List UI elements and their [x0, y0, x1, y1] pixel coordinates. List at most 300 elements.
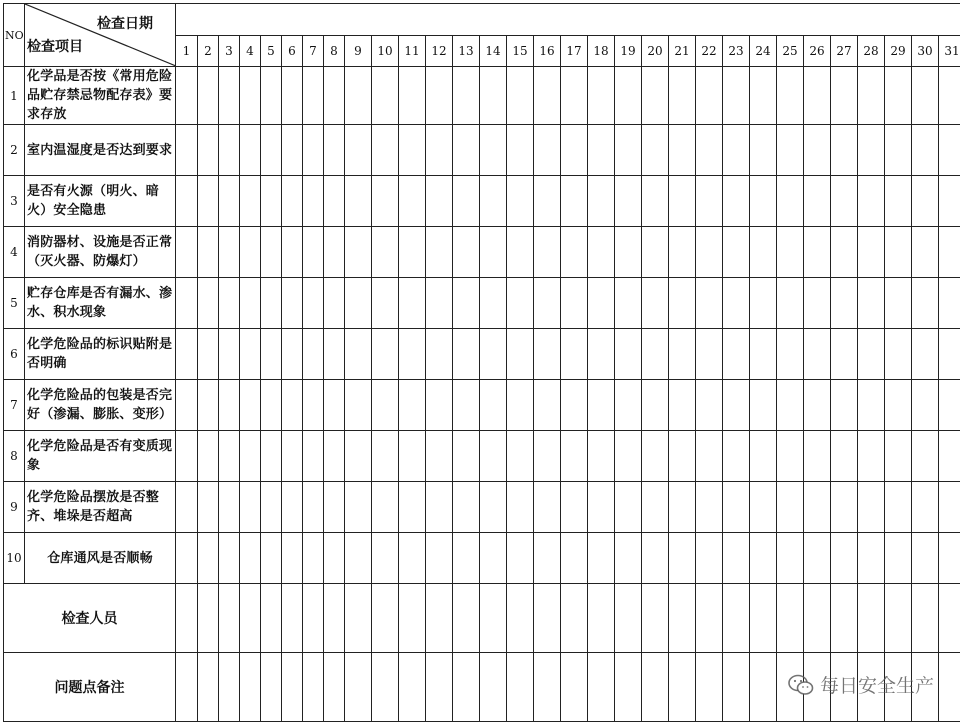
signature-cell[interactable] [534, 584, 561, 653]
check-cell[interactable] [831, 67, 858, 125]
check-cell[interactable] [534, 329, 561, 380]
check-cell[interactable] [912, 176, 939, 227]
check-cell[interactable] [345, 176, 372, 227]
check-cell[interactable] [324, 431, 345, 482]
check-cell[interactable] [534, 227, 561, 278]
check-cell[interactable] [261, 278, 282, 329]
signature-cell[interactable] [219, 653, 240, 722]
check-cell[interactable] [507, 227, 534, 278]
check-cell[interactable] [345, 380, 372, 431]
check-cell[interactable] [480, 482, 507, 533]
check-cell[interactable] [858, 482, 885, 533]
check-cell[interactable] [261, 533, 282, 584]
check-cell[interactable] [669, 227, 696, 278]
check-cell[interactable] [282, 227, 303, 278]
check-cell[interactable] [615, 67, 642, 125]
check-cell[interactable] [777, 329, 804, 380]
check-cell[interactable] [777, 482, 804, 533]
check-cell[interactable] [561, 125, 588, 176]
check-cell[interactable] [588, 278, 615, 329]
signature-cell[interactable] [669, 653, 696, 722]
check-cell[interactable] [804, 533, 831, 584]
check-cell[interactable] [696, 533, 723, 584]
check-cell[interactable] [399, 533, 426, 584]
signature-cell[interactable] [324, 653, 345, 722]
check-cell[interactable] [588, 482, 615, 533]
check-cell[interactable] [750, 125, 777, 176]
check-cell[interactable] [696, 227, 723, 278]
check-cell[interactable] [219, 125, 240, 176]
check-cell[interactable] [696, 125, 723, 176]
signature-cell[interactable] [804, 584, 831, 653]
signature-cell[interactable] [885, 584, 912, 653]
check-cell[interactable] [750, 278, 777, 329]
check-cell[interactable] [303, 329, 324, 380]
check-cell[interactable] [723, 431, 750, 482]
check-cell[interactable] [507, 380, 534, 431]
check-cell[interactable] [399, 482, 426, 533]
check-cell[interactable] [939, 227, 960, 278]
check-cell[interactable] [912, 380, 939, 431]
check-cell[interactable] [480, 431, 507, 482]
check-cell[interactable] [324, 533, 345, 584]
check-cell[interactable] [345, 227, 372, 278]
signature-cell[interactable] [345, 653, 372, 722]
check-cell[interactable] [324, 125, 345, 176]
signature-cell[interactable] [588, 653, 615, 722]
signature-cell[interactable] [831, 584, 858, 653]
check-cell[interactable] [831, 533, 858, 584]
check-cell[interactable] [426, 431, 453, 482]
check-cell[interactable] [345, 431, 372, 482]
check-cell[interactable] [453, 67, 480, 125]
check-cell[interactable] [939, 176, 960, 227]
check-cell[interactable] [399, 227, 426, 278]
signature-cell[interactable] [534, 653, 561, 722]
check-cell[interactable] [261, 176, 282, 227]
check-cell[interactable] [324, 176, 345, 227]
check-cell[interactable] [282, 278, 303, 329]
check-cell[interactable] [723, 482, 750, 533]
check-cell[interactable] [507, 67, 534, 125]
signature-cell[interactable] [261, 584, 282, 653]
check-cell[interactable] [561, 278, 588, 329]
check-cell[interactable] [507, 533, 534, 584]
check-cell[interactable] [723, 125, 750, 176]
check-cell[interactable] [615, 431, 642, 482]
check-cell[interactable] [669, 533, 696, 584]
signature-cell[interactable] [176, 584, 198, 653]
check-cell[interactable] [777, 176, 804, 227]
check-cell[interactable] [561, 227, 588, 278]
check-cell[interactable] [831, 380, 858, 431]
check-cell[interactable] [885, 227, 912, 278]
check-cell[interactable] [303, 431, 324, 482]
check-cell[interactable] [453, 227, 480, 278]
signature-cell[interactable] [912, 584, 939, 653]
check-cell[interactable] [240, 380, 261, 431]
check-cell[interactable] [588, 533, 615, 584]
check-cell[interactable] [831, 176, 858, 227]
signature-cell[interactable] [561, 584, 588, 653]
check-cell[interactable] [723, 380, 750, 431]
check-cell[interactable] [261, 329, 282, 380]
check-cell[interactable] [588, 125, 615, 176]
check-cell[interactable] [939, 380, 960, 431]
check-cell[interactable] [615, 227, 642, 278]
check-cell[interactable] [480, 329, 507, 380]
check-cell[interactable] [534, 67, 561, 125]
signature-cell[interactable] [198, 653, 219, 722]
check-cell[interactable] [176, 125, 198, 176]
check-cell[interactable] [282, 380, 303, 431]
signature-cell[interactable] [324, 584, 345, 653]
check-cell[interactable] [588, 176, 615, 227]
check-cell[interactable] [303, 227, 324, 278]
check-cell[interactable] [303, 67, 324, 125]
check-cell[interactable] [615, 176, 642, 227]
check-cell[interactable] [642, 278, 669, 329]
signature-cell[interactable] [480, 653, 507, 722]
check-cell[interactable] [858, 176, 885, 227]
check-cell[interactable] [669, 278, 696, 329]
signature-cell[interactable] [372, 584, 399, 653]
check-cell[interactable] [282, 176, 303, 227]
signature-cell[interactable] [750, 653, 777, 722]
signature-cell[interactable] [939, 653, 960, 722]
check-cell[interactable] [588, 329, 615, 380]
check-cell[interactable] [372, 176, 399, 227]
signature-cell[interactable] [453, 653, 480, 722]
check-cell[interactable] [561, 329, 588, 380]
check-cell[interactable] [669, 67, 696, 125]
check-cell[interactable] [198, 176, 219, 227]
signature-cell[interactable] [240, 584, 261, 653]
check-cell[interactable] [615, 329, 642, 380]
check-cell[interactable] [723, 278, 750, 329]
check-cell[interactable] [858, 380, 885, 431]
check-cell[interactable] [240, 176, 261, 227]
check-cell[interactable] [939, 67, 960, 125]
check-cell[interactable] [750, 431, 777, 482]
check-cell[interactable] [303, 125, 324, 176]
check-cell[interactable] [885, 278, 912, 329]
check-cell[interactable] [282, 125, 303, 176]
check-cell[interactable] [804, 227, 831, 278]
check-cell[interactable] [885, 533, 912, 584]
check-cell[interactable] [561, 380, 588, 431]
check-cell[interactable] [804, 278, 831, 329]
check-cell[interactable] [588, 380, 615, 431]
check-cell[interactable] [345, 278, 372, 329]
check-cell[interactable] [534, 125, 561, 176]
check-cell[interactable] [198, 227, 219, 278]
check-cell[interactable] [939, 482, 960, 533]
signature-cell[interactable] [723, 584, 750, 653]
check-cell[interactable] [777, 431, 804, 482]
check-cell[interactable] [176, 533, 198, 584]
check-cell[interactable] [480, 533, 507, 584]
check-cell[interactable] [615, 125, 642, 176]
check-cell[interactable] [261, 380, 282, 431]
check-cell[interactable] [642, 227, 669, 278]
check-cell[interactable] [372, 227, 399, 278]
check-cell[interactable] [240, 125, 261, 176]
check-cell[interactable] [696, 176, 723, 227]
signature-cell[interactable] [453, 584, 480, 653]
check-cell[interactable] [219, 482, 240, 533]
signature-cell[interactable] [669, 584, 696, 653]
check-cell[interactable] [453, 176, 480, 227]
check-cell[interactable] [885, 482, 912, 533]
signature-cell[interactable] [426, 653, 453, 722]
check-cell[interactable] [534, 533, 561, 584]
check-cell[interactable] [642, 125, 669, 176]
signature-cell[interactable] [399, 653, 426, 722]
check-cell[interactable] [669, 482, 696, 533]
signature-cell[interactable] [696, 653, 723, 722]
check-cell[interactable] [480, 278, 507, 329]
check-cell[interactable] [372, 278, 399, 329]
check-cell[interactable] [176, 431, 198, 482]
signature-cell[interactable] [777, 584, 804, 653]
check-cell[interactable] [345, 67, 372, 125]
check-cell[interactable] [831, 329, 858, 380]
signature-cell[interactable] [642, 584, 669, 653]
check-cell[interactable] [453, 380, 480, 431]
check-cell[interactable] [669, 329, 696, 380]
check-cell[interactable] [615, 380, 642, 431]
check-cell[interactable] [372, 67, 399, 125]
check-cell[interactable] [399, 380, 426, 431]
check-cell[interactable] [777, 533, 804, 584]
check-cell[interactable] [282, 67, 303, 125]
signature-cell[interactable] [399, 584, 426, 653]
check-cell[interactable] [399, 67, 426, 125]
check-cell[interactable] [912, 125, 939, 176]
check-cell[interactable] [831, 431, 858, 482]
signature-cell[interactable] [219, 584, 240, 653]
check-cell[interactable] [453, 482, 480, 533]
check-cell[interactable] [480, 380, 507, 431]
check-cell[interactable] [198, 125, 219, 176]
check-cell[interactable] [912, 533, 939, 584]
signature-cell[interactable] [345, 584, 372, 653]
signature-cell[interactable] [303, 584, 324, 653]
check-cell[interactable] [240, 227, 261, 278]
check-cell[interactable] [303, 482, 324, 533]
signature-cell[interactable] [282, 653, 303, 722]
check-cell[interactable] [219, 227, 240, 278]
check-cell[interactable] [588, 431, 615, 482]
check-cell[interactable] [858, 431, 885, 482]
check-cell[interactable] [219, 533, 240, 584]
check-cell[interactable] [777, 278, 804, 329]
check-cell[interactable] [939, 125, 960, 176]
check-cell[interactable] [303, 380, 324, 431]
check-cell[interactable] [176, 227, 198, 278]
check-cell[interactable] [426, 482, 453, 533]
check-cell[interactable] [831, 278, 858, 329]
check-cell[interactable] [372, 533, 399, 584]
signature-cell[interactable] [198, 584, 219, 653]
check-cell[interactable] [399, 125, 426, 176]
check-cell[interactable] [534, 278, 561, 329]
signature-cell[interactable] [696, 584, 723, 653]
check-cell[interactable] [219, 176, 240, 227]
check-cell[interactable] [426, 380, 453, 431]
check-cell[interactable] [912, 431, 939, 482]
check-cell[interactable] [453, 431, 480, 482]
check-cell[interactable] [696, 431, 723, 482]
check-cell[interactable] [399, 431, 426, 482]
signature-cell[interactable] [426, 584, 453, 653]
check-cell[interactable] [507, 482, 534, 533]
check-cell[interactable] [176, 67, 198, 125]
check-cell[interactable] [534, 482, 561, 533]
signature-cell[interactable] [858, 584, 885, 653]
signature-cell[interactable] [507, 584, 534, 653]
check-cell[interactable] [615, 533, 642, 584]
check-cell[interactable] [561, 176, 588, 227]
check-cell[interactable] [534, 176, 561, 227]
check-cell[interactable] [804, 67, 831, 125]
check-cell[interactable] [885, 431, 912, 482]
check-cell[interactable] [642, 176, 669, 227]
check-cell[interactable] [912, 482, 939, 533]
check-cell[interactable] [198, 533, 219, 584]
check-cell[interactable] [858, 227, 885, 278]
check-cell[interactable] [561, 533, 588, 584]
check-cell[interactable] [534, 380, 561, 431]
check-cell[interactable] [426, 67, 453, 125]
check-cell[interactable] [399, 176, 426, 227]
check-cell[interactable] [198, 431, 219, 482]
check-cell[interactable] [804, 125, 831, 176]
check-cell[interactable] [831, 227, 858, 278]
check-cell[interactable] [858, 67, 885, 125]
check-cell[interactable] [480, 227, 507, 278]
check-cell[interactable] [723, 227, 750, 278]
check-cell[interactable] [507, 125, 534, 176]
signature-cell[interactable] [261, 653, 282, 722]
check-cell[interactable] [669, 380, 696, 431]
check-cell[interactable] [219, 380, 240, 431]
check-cell[interactable] [723, 67, 750, 125]
check-cell[interactable] [372, 329, 399, 380]
check-cell[interactable] [480, 67, 507, 125]
check-cell[interactable] [885, 380, 912, 431]
check-cell[interactable] [324, 278, 345, 329]
check-cell[interactable] [372, 125, 399, 176]
check-cell[interactable] [696, 329, 723, 380]
check-cell[interactable] [696, 482, 723, 533]
check-cell[interactable] [303, 533, 324, 584]
check-cell[interactable] [324, 380, 345, 431]
check-cell[interactable] [642, 482, 669, 533]
check-cell[interactable] [750, 227, 777, 278]
signature-cell[interactable] [588, 584, 615, 653]
check-cell[interactable] [507, 431, 534, 482]
signature-cell[interactable] [176, 653, 198, 722]
check-cell[interactable] [219, 278, 240, 329]
check-cell[interactable] [939, 278, 960, 329]
check-cell[interactable] [453, 278, 480, 329]
signature-cell[interactable] [939, 584, 960, 653]
check-cell[interactable] [777, 227, 804, 278]
check-cell[interactable] [777, 67, 804, 125]
check-cell[interactable] [261, 482, 282, 533]
check-cell[interactable] [399, 329, 426, 380]
check-cell[interactable] [176, 329, 198, 380]
check-cell[interactable] [912, 227, 939, 278]
check-cell[interactable] [426, 533, 453, 584]
check-cell[interactable] [453, 125, 480, 176]
check-cell[interactable] [696, 380, 723, 431]
check-cell[interactable] [858, 125, 885, 176]
check-cell[interactable] [372, 482, 399, 533]
check-cell[interactable] [561, 67, 588, 125]
check-cell[interactable] [507, 278, 534, 329]
check-cell[interactable] [198, 329, 219, 380]
check-cell[interactable] [324, 329, 345, 380]
check-cell[interactable] [615, 482, 642, 533]
check-cell[interactable] [282, 329, 303, 380]
check-cell[interactable] [240, 329, 261, 380]
check-cell[interactable] [261, 227, 282, 278]
check-cell[interactable] [723, 329, 750, 380]
check-cell[interactable] [303, 278, 324, 329]
check-cell[interactable] [912, 329, 939, 380]
check-cell[interactable] [372, 380, 399, 431]
check-cell[interactable] [723, 533, 750, 584]
check-cell[interactable] [912, 67, 939, 125]
signature-cell[interactable] [372, 653, 399, 722]
check-cell[interactable] [858, 533, 885, 584]
check-cell[interactable] [831, 125, 858, 176]
check-cell[interactable] [831, 482, 858, 533]
check-cell[interactable] [240, 431, 261, 482]
check-cell[interactable] [804, 329, 831, 380]
check-cell[interactable] [507, 329, 534, 380]
signature-cell[interactable] [615, 653, 642, 722]
check-cell[interactable] [261, 67, 282, 125]
check-cell[interactable] [426, 329, 453, 380]
check-cell[interactable] [642, 67, 669, 125]
signature-cell[interactable] [240, 653, 261, 722]
signature-cell[interactable] [642, 653, 669, 722]
check-cell[interactable] [426, 278, 453, 329]
signature-cell[interactable] [282, 584, 303, 653]
check-cell[interactable] [696, 278, 723, 329]
check-cell[interactable] [588, 67, 615, 125]
signature-cell[interactable] [615, 584, 642, 653]
check-cell[interactable] [480, 176, 507, 227]
signature-cell[interactable] [561, 653, 588, 722]
check-cell[interactable] [345, 482, 372, 533]
check-cell[interactable] [561, 482, 588, 533]
signature-cell[interactable] [507, 653, 534, 722]
check-cell[interactable] [303, 176, 324, 227]
check-cell[interactable] [261, 125, 282, 176]
check-cell[interactable] [804, 176, 831, 227]
check-cell[interactable] [240, 482, 261, 533]
check-cell[interactable] [176, 380, 198, 431]
check-cell[interactable] [399, 278, 426, 329]
check-cell[interactable] [240, 533, 261, 584]
check-cell[interactable] [696, 67, 723, 125]
check-cell[interactable] [372, 431, 399, 482]
